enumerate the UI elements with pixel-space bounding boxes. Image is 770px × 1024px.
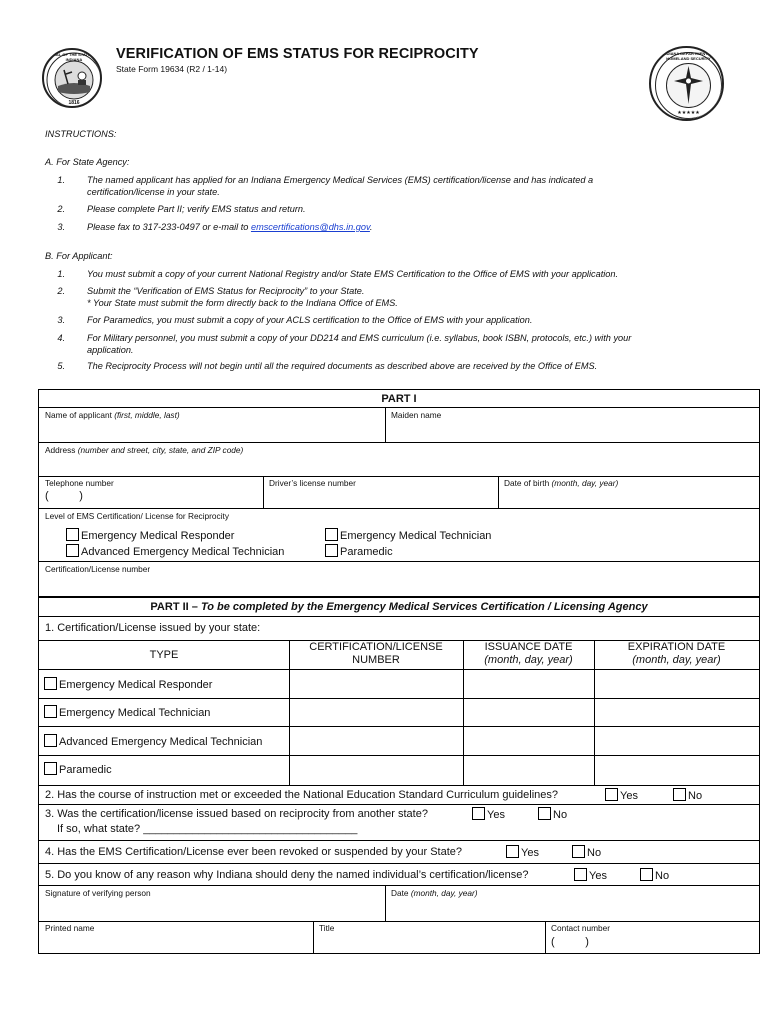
item-text-cont: certification/license in your state.	[87, 187, 220, 197]
part2-heading	[39, 601, 759, 613]
item-text: Please complete Part II; verify EMS status and return.	[87, 204, 306, 214]
contact-number-label: Contact number	[551, 923, 611, 933]
header-line-1: CERTIFICATION/LICENSE	[309, 641, 443, 653]
address-label	[45, 445, 243, 455]
item-number: 5.	[57, 361, 65, 371]
item-text: The named applicant has applied for an Indiana Emergency Medical Services (EMS) certification/license and has indicated a	[87, 175, 594, 185]
certification-level-label: Level of EMS Certification/ License for Reciprocity	[45, 511, 229, 521]
table-row-aemt[interactable]	[44, 734, 262, 748]
question-3: 3. Was the certification/license issued based on reciprocity from another state?	[45, 808, 428, 820]
seal-caption: SEAL OF THE STATE OF INDIANA	[50, 52, 98, 62]
applicant-name-field[interactable]	[40, 420, 384, 441]
applicant-item-3	[45, 314, 745, 328]
address-field[interactable]	[40, 456, 758, 475]
applicant-item-4	[45, 332, 745, 358]
option-label: Advanced Emergency Medical Technician	[81, 546, 285, 558]
option-label: Yes	[487, 809, 505, 821]
dhs-seal-stars: ★★★★★	[677, 110, 700, 116]
dhs-seal	[649, 46, 724, 121]
applicant-item-2	[45, 285, 745, 311]
checkbox[interactable]	[605, 788, 618, 801]
table-row-paramedic[interactable]	[44, 762, 112, 776]
column-type-header: TYPE	[149, 649, 179, 661]
row-label: Emergency Medical Responder	[59, 679, 213, 691]
checkbox[interactable]	[506, 845, 519, 858]
label-hint: (month, day, year)	[410, 888, 478, 898]
q3-yes[interactable]	[472, 807, 505, 821]
checkbox[interactable]	[66, 544, 79, 557]
date-of-birth-label	[504, 478, 618, 488]
q3-no[interactable]	[538, 807, 567, 821]
item-text-cont: * Your State must submit the form directly back to the Indiana Office of EMS.	[87, 298, 398, 308]
checkbox[interactable]	[44, 734, 57, 747]
item-text: You must submit a copy of your current National Registry and/or State EMS Certification to the Office of EMS with your application.	[87, 269, 619, 279]
q4-yes[interactable]	[506, 845, 539, 859]
header-line-2: (month, day, year)	[632, 654, 721, 666]
label-text: Address	[45, 445, 76, 455]
maiden-name-field[interactable]	[387, 420, 758, 441]
signature-field[interactable]	[40, 899, 384, 920]
checkbox[interactable]	[574, 868, 587, 881]
checkbox[interactable]	[472, 807, 485, 820]
dhs-seal-caption: INDIANA DEPARTMENT OF HOMELAND SECURITY	[662, 51, 715, 61]
printed-name-field[interactable]	[40, 933, 312, 952]
checkbox[interactable]	[44, 762, 57, 775]
title-field[interactable]	[315, 933, 544, 952]
email-link[interactable]: emscertifications@dhs.in.gov	[250, 222, 370, 232]
level-aemt-option[interactable]	[66, 544, 284, 558]
q5-no[interactable]	[640, 868, 669, 882]
item-number: 1.	[57, 269, 65, 279]
option-label: Yes	[521, 847, 539, 859]
checkbox[interactable]	[325, 528, 338, 541]
item-text: For Military personnel, you must submit a copy of your DD214 and EMS curriculum (i.e. syllabus, book ISBN, protocols, etc.) with your	[87, 333, 632, 343]
option-label: No	[587, 847, 602, 859]
state-item-3	[45, 221, 745, 235]
state-agency-heading: A. For State Agency:	[45, 157, 130, 167]
item-number: 3.	[57, 315, 65, 325]
q2-yes[interactable]	[605, 788, 638, 802]
heading-subtitle: To be completed by the Emergency Medical Services Certification / Licensing Agency	[200, 601, 648, 613]
option-label: No	[688, 790, 703, 802]
label-text: Date	[391, 888, 409, 898]
question-3-state[interactable]: If so, what state? ___________________________________	[57, 823, 358, 835]
telephone-field[interactable]: ( )	[45, 490, 83, 502]
applicant-item-5	[45, 360, 745, 374]
form-title: VERIFICATION OF EMS STATUS FOR RECIPROCITY	[116, 46, 479, 62]
checkbox[interactable]	[640, 868, 653, 881]
title-label: Title	[319, 923, 335, 933]
column-expiration-header	[594, 641, 759, 667]
level-emr-option[interactable]	[66, 528, 234, 542]
verification-form	[38, 389, 760, 954]
row-label: Emergency Medical Technician	[59, 707, 211, 719]
state-item-1	[45, 174, 745, 200]
level-paramedic-option[interactable]	[325, 544, 393, 558]
checkbox[interactable]	[538, 807, 551, 820]
header-line-2: (month, day, year)	[484, 654, 573, 666]
item-text: Submit the “Verification of EMS Status for Reciprocity” to your State.	[87, 286, 365, 296]
maiden-name-label: Maiden name	[391, 410, 442, 420]
table-row-emr[interactable]	[44, 677, 212, 691]
punctuation: .	[369, 222, 373, 232]
item-text	[87, 221, 707, 233]
option-label: Yes	[620, 790, 638, 802]
header-line-1: EXPIRATION DATE	[627, 641, 726, 653]
option-label: Emergency Medical Responder	[81, 530, 235, 542]
certification-number-label: Certification/License number	[45, 564, 151, 574]
item-text: The Reciprocity Process will not begin until all the required documents as described above are received by the Office of EMS.	[87, 361, 598, 371]
date-label	[391, 888, 478, 898]
option-label: Yes	[589, 870, 607, 882]
header-line-2: NUMBER	[352, 654, 400, 666]
applicant-item-1	[45, 268, 745, 282]
column-number-header	[289, 641, 463, 667]
label-hint: (month, day, year)	[551, 478, 619, 488]
date-of-birth-field[interactable]	[500, 488, 758, 507]
question-1: 1. Certification/License issued by your state:	[45, 622, 261, 634]
item-text-cont: application.	[87, 345, 134, 355]
item-number: 1.	[57, 175, 65, 185]
row-label: Paramedic	[59, 764, 112, 776]
item-number: 3.	[57, 222, 65, 232]
certification-number-field[interactable]	[40, 575, 758, 595]
fax-instruction: Please fax to 317-233-0497 or e-mail to	[87, 222, 251, 232]
date-field[interactable]	[387, 899, 758, 920]
checkbox[interactable]	[572, 845, 585, 858]
item-number: 4.	[57, 333, 65, 343]
q2-no[interactable]	[673, 788, 702, 802]
checkbox[interactable]	[325, 544, 338, 557]
item-number: 2.	[57, 286, 65, 296]
drivers-license-field[interactable]	[265, 488, 497, 507]
question-2: 2. Has the course of instruction met or exceeded the National Education Standard Curriculum guidelines?	[45, 789, 559, 801]
applicant-name-label	[45, 410, 180, 420]
checkbox[interactable]	[44, 677, 57, 690]
q4-no[interactable]	[572, 845, 601, 859]
header-line-1: ISSUANCE DATE	[484, 641, 573, 653]
seal-year: 1816	[68, 100, 80, 106]
table-row-emt[interactable]	[44, 705, 210, 719]
question-4: 4. Has the EMS Certification/License ever been revoked or suspended by your State?	[45, 846, 463, 858]
applicant-heading: B. For Applicant:	[45, 251, 113, 261]
indiana-state-seal	[42, 48, 102, 108]
item-text: For Paramedics, you must submit a copy of your ACLS certification to the Office of EMS with your application.	[87, 315, 533, 325]
instructions-heading: INSTRUCTIONS:	[45, 129, 117, 139]
drivers-license-label: Driver’s license number	[269, 478, 356, 488]
heading-label: PART II –	[150, 601, 201, 613]
option-label: Emergency Medical Technician	[340, 530, 492, 542]
form-number: State Form 19634 (R2 / 1-14)	[116, 64, 228, 74]
row-label: Advanced Emergency Medical Technician	[59, 736, 263, 748]
checkbox[interactable]	[44, 705, 57, 718]
option-label: No	[655, 870, 670, 882]
signature-label: Signature of verifying person	[45, 888, 151, 898]
item-number: 2.	[57, 204, 65, 214]
column-issuance-header	[463, 641, 594, 667]
q5-yes[interactable]	[574, 868, 607, 882]
checkbox[interactable]	[66, 528, 79, 541]
label-text: Date of birth	[504, 478, 550, 488]
level-emt-option[interactable]	[325, 528, 491, 542]
state-item-2	[45, 203, 745, 217]
label-hint: (number and street, city, state, and ZIP code)	[77, 445, 244, 455]
label-text: Name of applicant	[45, 410, 112, 420]
label-hint: (first, middle, last)	[114, 410, 180, 420]
printed-name-label: Printed name	[45, 923, 95, 933]
option-label: Paramedic	[340, 546, 393, 558]
question-5: 5. Do you know of any reason why Indiana should deny the named individual’s certification/license?	[45, 869, 529, 881]
contact-number-field[interactable]: ( )	[551, 936, 589, 948]
part1-heading: PART I	[381, 393, 417, 405]
option-label: No	[553, 809, 568, 821]
checkbox[interactable]	[673, 788, 686, 801]
telephone-label: Telephone number	[45, 478, 114, 488]
